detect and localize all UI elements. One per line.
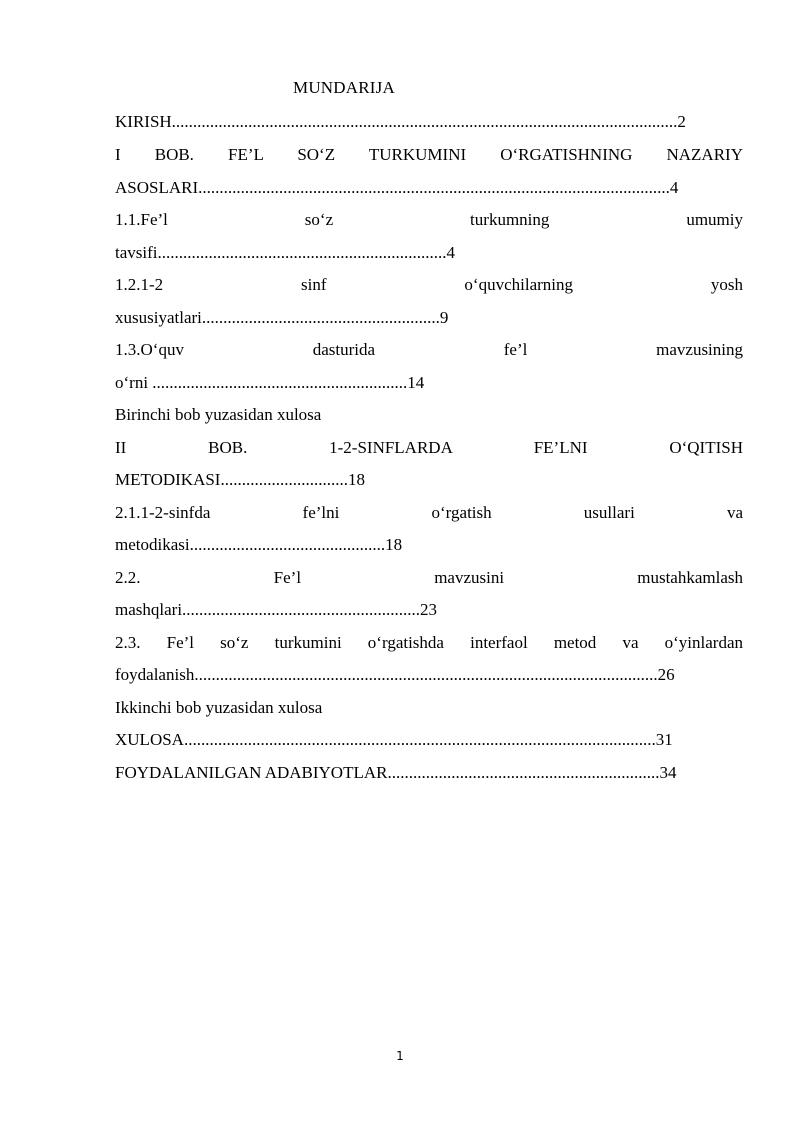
- toc-entry-1-3: 1.3.O‘quv dasturida fe’l mavzusining: [115, 340, 743, 359]
- toc-entry-1-2-cont: xususiyatlari........................................................9: [115, 308, 449, 327]
- toc-entry-adabiyotlar: FOYDALANILGAN ADABIYOTLAR................................................................34: [115, 763, 677, 782]
- toc-entry-chapter-1-summary: Birinchi bob yuzasidan xulosa: [115, 405, 322, 424]
- toc-entry-2-3-cont: foydalanish.............................................................................................................26: [115, 665, 675, 684]
- toc-entry-1-1-cont: tavsifi....................................................................4: [115, 243, 455, 262]
- toc-entry-chapter-2-cont: METODIKASI..............................18: [115, 470, 365, 489]
- toc-entry-1-3-cont: o‘rni ............................................................14: [115, 373, 425, 392]
- toc-entry-2-3: 2.3. Fe’l so‘z turkumini o‘rgatishda interfaol metod va o‘yinlardan: [115, 633, 743, 652]
- toc-entry-chapter-1-cont: ASOSLARI...............................................................................................................4: [115, 178, 679, 197]
- toc-entry-chapter-1: I BOB. FE’L SO‘Z TURKUMINI O‘RGATISHNING NAZARIY: [115, 145, 743, 164]
- toc-entry-2-2: 2.2. Fe’l mavzusini mustahkamlash: [115, 568, 743, 587]
- page-title: MUNDARIJA: [293, 78, 395, 97]
- toc-entry-2-1-cont: metodikasi..............................................18: [115, 535, 403, 554]
- toc-entry-chapter-2: II BOB. 1-2-SINFLARDA FE’LNI O‘QITISH: [115, 438, 743, 457]
- toc-entry-kirish: KIRISH.......................................................................................................................2: [115, 112, 686, 131]
- toc-entry-1-2: 1.2.1-2 sinf o‘quvchilarning yosh: [115, 275, 743, 294]
- toc-entry-2-1: 2.1.1-2-sinfda fe’lni o‘rgatish usullari va: [115, 503, 743, 522]
- page-number: 1: [396, 1049, 404, 1063]
- toc-entry-chapter-2-summary: Ikkinchi bob yuzasidan xulosa: [115, 698, 323, 717]
- toc-entry-2-2-cont: mashqlari........................................................23: [115, 600, 438, 619]
- toc-entry-xulosa: XULOSA...............................................................................................................31: [115, 730, 673, 749]
- toc-entry-1-1: 1.1.Fe’l so‘z turkumning umumiy: [115, 210, 743, 229]
